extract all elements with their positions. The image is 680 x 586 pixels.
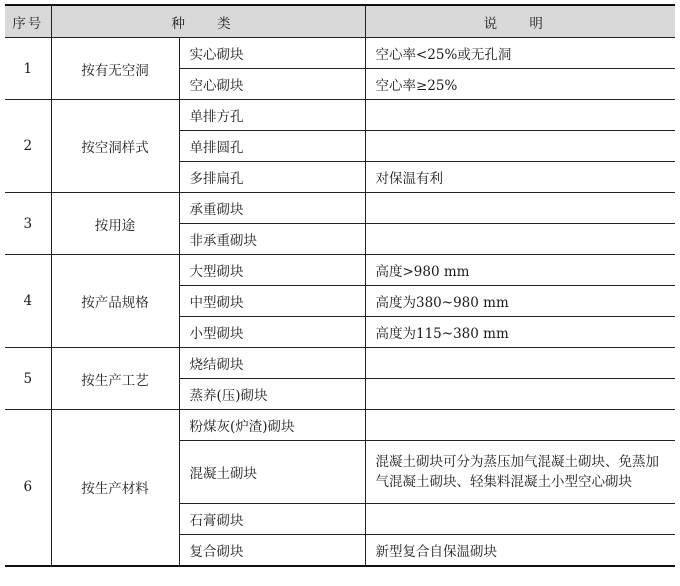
item-type: 多排扁孔	[179, 162, 365, 193]
item-desc	[365, 348, 675, 379]
item-type: 中型砌块	[179, 286, 365, 317]
table-row	[5, 255, 675, 286]
group-name: 按生产工艺	[51, 348, 179, 410]
item-desc	[365, 224, 675, 255]
item-desc	[365, 131, 675, 162]
group-name: 按产品规格	[51, 255, 179, 348]
item-type: 混凝土砌块	[179, 441, 365, 504]
item-desc: 新型复合自保温砌块	[365, 535, 675, 566]
item-type: 复合砌块	[179, 535, 365, 566]
table-row	[5, 410, 675, 441]
group-num: 4	[5, 255, 51, 348]
item-desc: 空心率≥25%	[365, 69, 675, 100]
item-desc: 对保温有利	[365, 162, 675, 193]
header-desc: 说 明	[365, 5, 675, 38]
item-desc: 空心率<25%或无孔洞	[365, 38, 675, 69]
table-row	[5, 100, 675, 131]
item-type: 蒸养(压)砌块	[179, 379, 365, 410]
group-num: 2	[5, 100, 51, 193]
header-num: 序号	[5, 5, 51, 38]
item-type: 非承重砌块	[179, 224, 365, 255]
group-num: 6	[5, 410, 51, 566]
table-row	[5, 38, 675, 69]
header-row	[5, 5, 675, 38]
item-desc: 高度为115~380 mm	[365, 317, 675, 348]
item-type: 小型砌块	[179, 317, 365, 348]
item-type: 实心砌块	[179, 38, 365, 69]
item-desc: 高度>980 mm	[365, 255, 675, 286]
header-category: 种 类	[51, 5, 365, 38]
table-row	[5, 348, 675, 379]
group-num: 5	[5, 348, 51, 410]
item-desc: 高度为380~980 mm	[365, 286, 675, 317]
item-desc	[365, 100, 675, 131]
item-type: 单排圆孔	[179, 131, 365, 162]
block-classification-table-wrapper	[5, 4, 675, 567]
item-type: 承重砌块	[179, 193, 365, 224]
item-desc	[365, 410, 675, 441]
group-num: 3	[5, 193, 51, 255]
item-type: 粉煤灰(炉渣)砌块	[179, 410, 365, 441]
block-classification-table	[5, 4, 675, 567]
item-type: 大型砌块	[179, 255, 365, 286]
item-type: 石膏砌块	[179, 504, 365, 535]
item-desc	[365, 379, 675, 410]
item-desc: 混凝土砌块可分为蒸压加气混凝土砌块、免蒸加气混凝土砌块、轻集料混凝土小型空心砌块	[365, 441, 675, 504]
item-desc	[365, 193, 675, 224]
table-row	[5, 193, 675, 224]
group-name: 按生产材料	[51, 410, 179, 566]
group-num: 1	[5, 38, 51, 100]
group-name: 按有无空洞	[51, 38, 179, 100]
item-type: 空心砌块	[179, 69, 365, 100]
item-desc	[365, 504, 675, 535]
group-name: 按空洞样式	[51, 100, 179, 193]
group-name: 按用途	[51, 193, 179, 255]
item-type: 单排方孔	[179, 100, 365, 131]
item-type: 烧结砌块	[179, 348, 365, 379]
